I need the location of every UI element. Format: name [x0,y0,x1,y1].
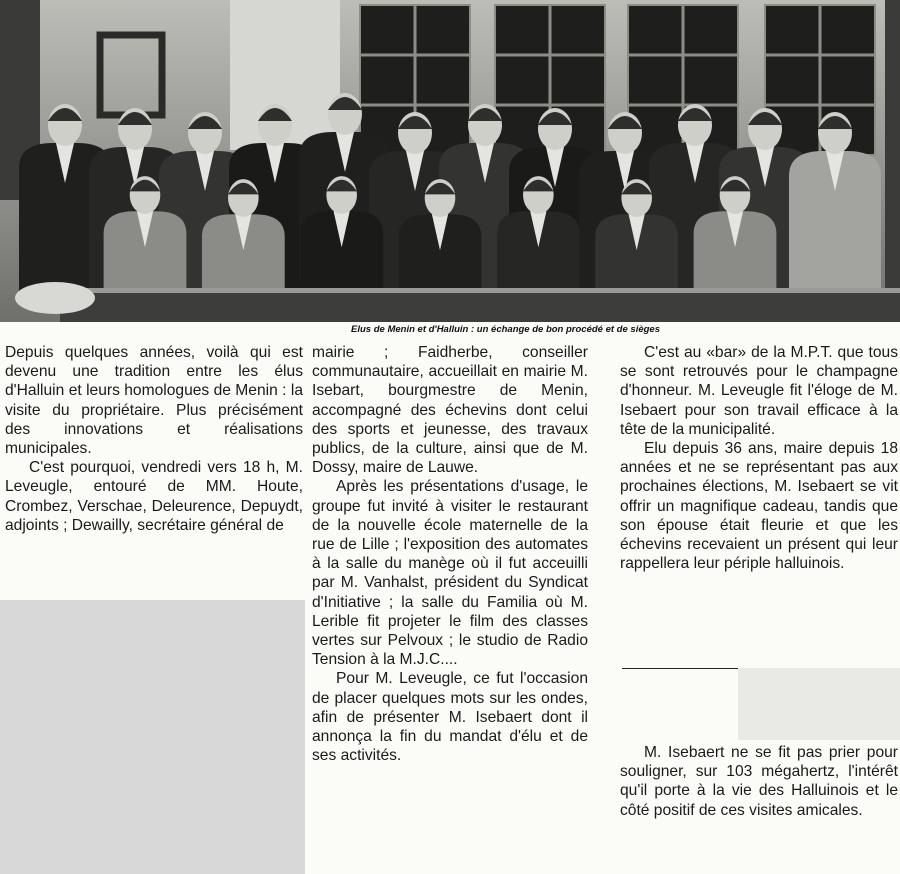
bleed-through-area [738,668,900,740]
article-paragraph: Depuis quelques années, voilà qui est devenu une tradition entre les élus d'Halluin et leurs homologues de Menin : la visite du propriétaire. Plus précisément des innovations et réalisations municipales. [5,344,303,458]
article-column-3 [620,343,898,573]
article-paragraph: mairie ; Faidherbe, conseiller communautaire, accueillait en mairie M. Isebart, bourgmestre de Menin, accompagné des échevins dont celui des sports et jeunesse, des travaux publics, de la culture, ainsi que de M. Dossy, maire de Lauwe. [312,344,588,477]
article-column-2 [312,343,588,765]
article-paragraph: M. Isebaert ne se fit pas prier pour souligner, sur 103 mégahertz, l'intérêt qu'il porte à la vie des Halluinois et le côté positif de ces visites amicales. [620,744,898,819]
article-paragraph: Elu depuis 36 ans, maire depuis 18 années et ne se représentant pas aux prochaines élections, M. Isebaert se vit offrir un magnifique cadeau, tandis que son épouse était fleurie et que les échevins recevaient un présent qui leur rappellera leur périple halluinois. [620,440,898,573]
article-paragraph: C'est pourquoi, vendredi vers 18 h, M. Leveugle, entouré de MM. Houte, Crombez, Verschae, Deleurence, Depuydt, adjoints ; Dewailly, secrétaire général de [5,459,303,534]
group-photo [0,0,900,322]
article-paragraph: Après les présentations d'usage, le groupe fut invité à visiter le restaurant de la nouvelle école maternelle de la rue de Lille ; l'exposition des automates à la salle du manège où il fut acceuilli par M. Vanhalst, président du Syndicat d'Initiative ; la salle du Familia où M. Lerible fit projeter le film des classes vertes sur Pelvoux ; le studio de Radio Tension à la M.J.C.... [312,478,588,669]
gray-placeholder-box [0,600,305,874]
article-paragraph: C'est au «bar» de la M.P.T. que tous se sont retrouvés pour le champagne d'honneur. M. Leveugle fit l'éloge de M. Isebaert pour son travail efficace à la tête de la municipalité. [620,344,898,438]
article-column-3-end [620,743,898,820]
group-photo-icon [0,0,900,322]
article-paragraph: Pour M. Leveugle, ce fut l'occasion de placer quelques mots sur les ondes, afin de présenter M. Isebaert dont il annonça la fin du mandat d'élu et de ses activités. [312,670,588,765]
photo-caption: Elus de Menin et d'Halluin : un échange de bon procédé et de sièges [351,324,660,335]
article-column-1 [5,343,303,535]
